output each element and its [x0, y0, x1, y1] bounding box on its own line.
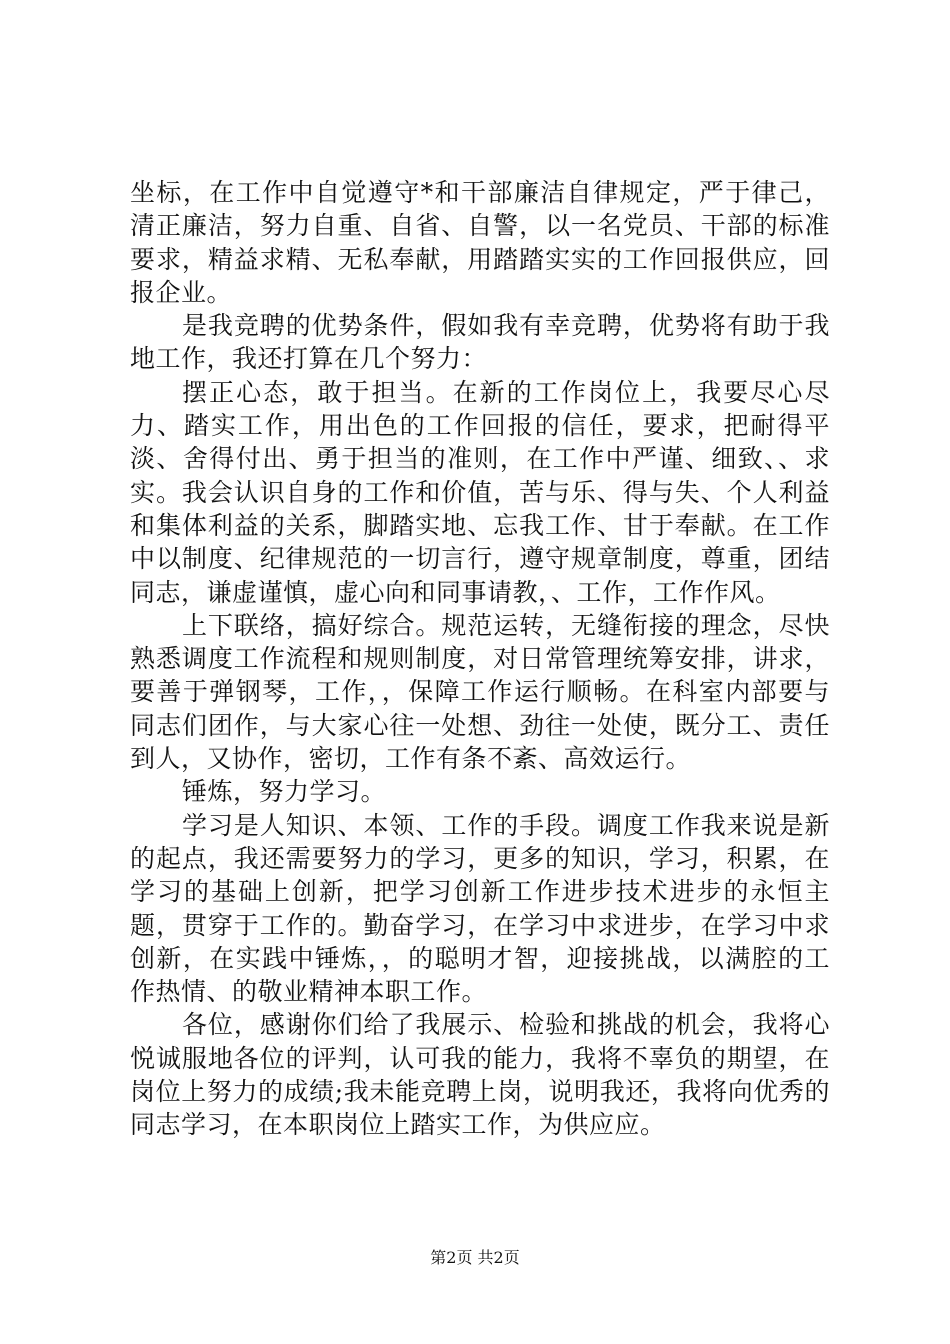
- paragraph-study-heading: 锤炼，努力学习。: [182, 777, 387, 807]
- paragraph-coordination: 上下联络，搞好综合。规范运转，无缝衔接的理念，尽快熟悉调度工作流程和规则制度，对日常管理统筹安排，讲求，要善于弹钢琴，工作，，保障工作运行顺畅。在科室内部要与同志们团作，与大家心往一处想、劲往一处使，既分工、责任到人，又协作，密切，工作有条不紊、高效运行。: [130, 610, 830, 774]
- document-body: [130, 176, 830, 1142]
- paragraph-continued: 坐标，在工作中自觉遵守*和干部廉洁自律规定，严于律己，清正廉洁，努力自重、自省、自警，以一名党员、干部的标准要求，精益求精、无私奉献，用踏踏实实的工作回报供应，回报企业。: [130, 178, 830, 307]
- paragraph-attitude: 摆正心态，敢于担当。在新的工作岗位上，我要尽心尽力、踏实工作，用出色的工作回报的信任，要求，把耐得平淡、舍得付出、勇于担当的准则，在工作中严谨、细致、、求实。我会认识自身的工作和价值，苦与乐、得与失、个人利益和集体利益的关系，脚踏实地、忘我工作、甘于奉献。在工作中以制度、纪律规范的一切言行，遵守规章制度，尊重，团结同志，谦虚谨慎，虚心向和同事请教，、工作，工作作风。: [130, 377, 830, 607]
- paragraph-advantages: 是我竞聘的优势条件，假如我有幸竞聘，优势将有助于我地工作，我还打算在几个努力：: [130, 311, 830, 374]
- paragraph-study: 学习是人知识、本领、工作的手段。调度工作我来说是新的起点，我还需要努力的学习，更多的知识，学习，积累，在学习的基础上创新，把学习创新工作进步技术进步的永恒主题，贯穿于工作的。勤奋学习，在学习中求进步，在学习中求创新，在实践中锤炼，，的聪明才智，迎接挑战，以满腔的工作热情、的敬业精神本职工作。: [130, 810, 830, 1007]
- paragraph-closing: 各位，感谢你们给了我展示、检验和挑战的机会，我将心悦诚服地各位的评判，认可我的能力，我将不辜负的期望，在岗位上努力的成绩;我未能竞聘上岗，说明我还，我将向优秀的同志学习，在本职岗位上踏实工作，为供应应。: [130, 1010, 830, 1140]
- page-number-footer: 第2页 共2页: [430, 1248, 520, 1267]
